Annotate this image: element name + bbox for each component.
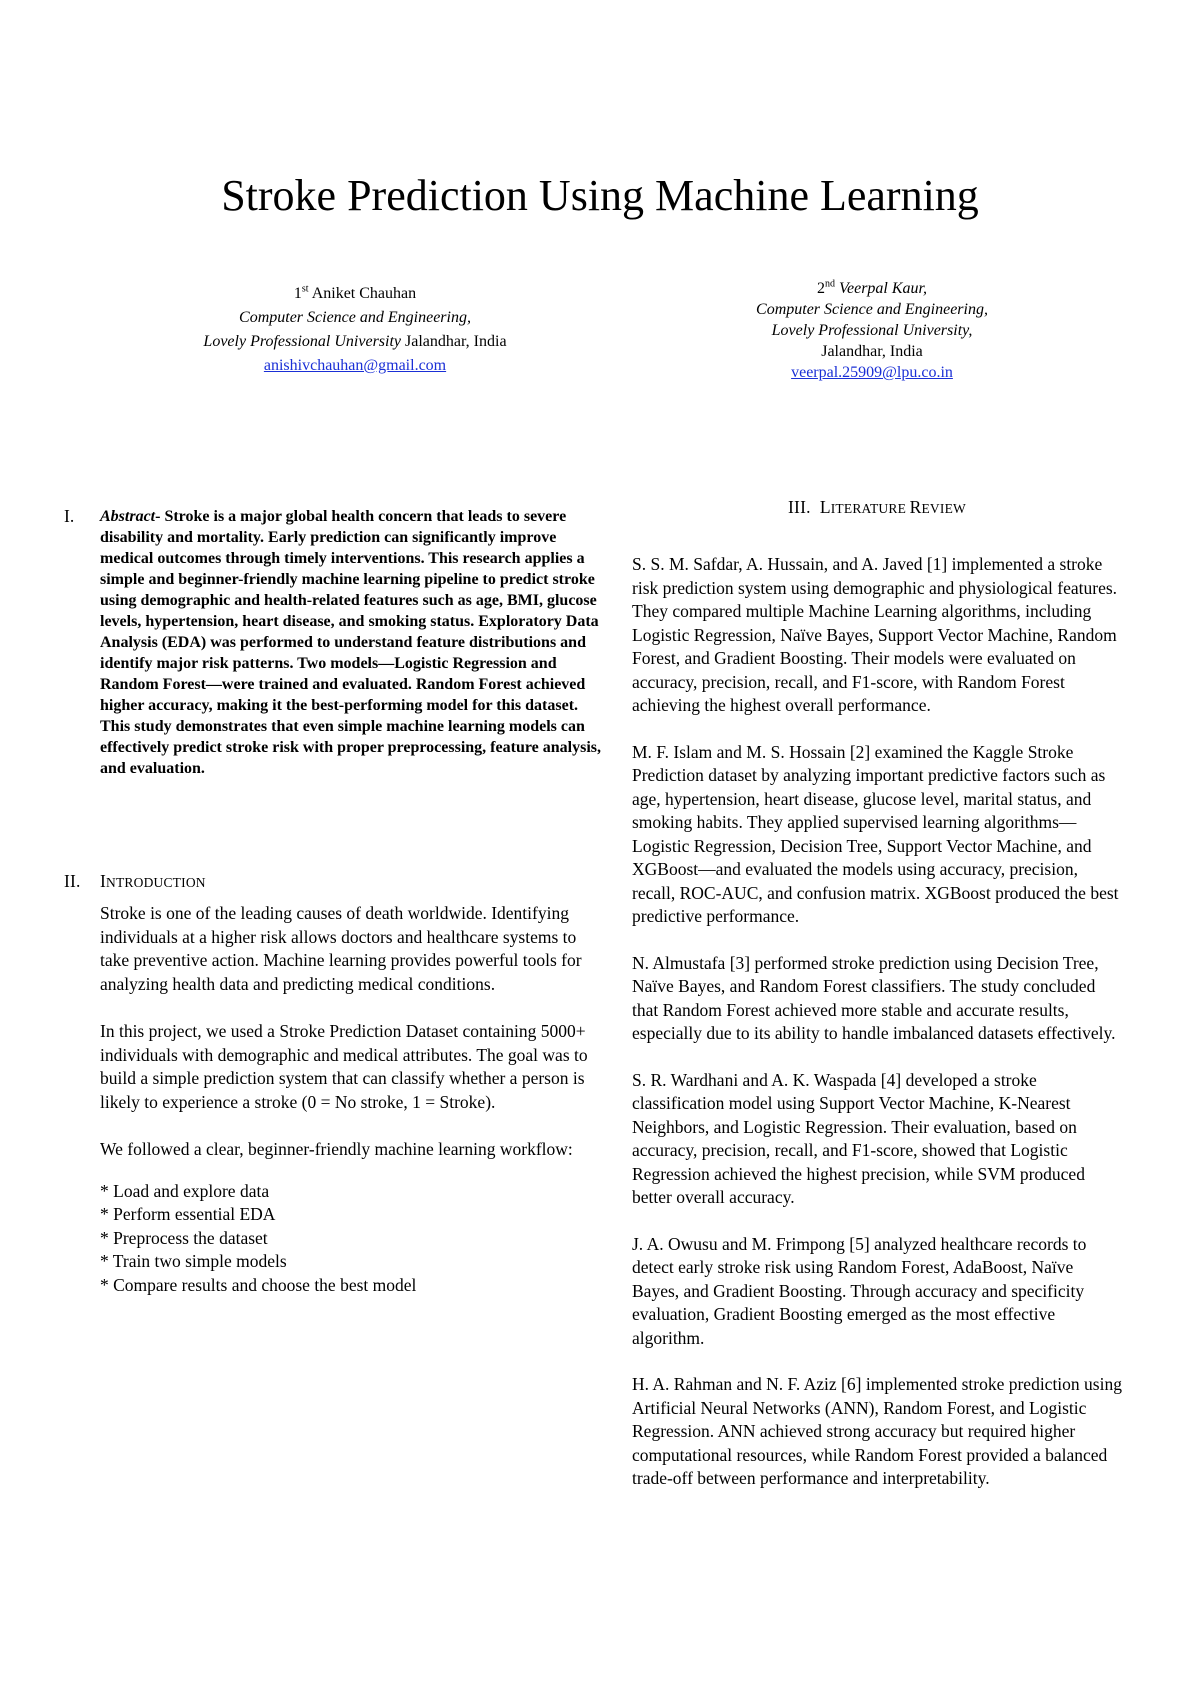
literature-paragraph: M. F. Islam and M. S. Hossain [2] examined the Kaggle Stroke Prediction dataset by analyzing important predictive factors such as age, hypertension, heart disease, glucose level, marital status, and smoking habits. They applied supervised learning algorithms—Logistic Regression, Decision Tree, Support Vector Machine, and XGBoost—and evaluated the models using accuracy, precision, recall, ROC-AUC, and confusion matrix. XGBoost produced the best predictive performance. (632, 741, 1119, 926)
author-ordinal-suffix: nd (825, 278, 835, 290)
workflow-step: * Compare results and choose the best model (100, 1274, 417, 1295)
workflow-step: * Preprocess the dataset (100, 1227, 268, 1248)
workflow-list (100, 1180, 600, 1298)
literature-review-heading (632, 496, 1122, 520)
heading-initial: I (100, 871, 107, 891)
abstract-body: - Stroke is a major global health concern that leads to severe disability and mortality. Early prediction can significantly improve medical outcomes through timely interventions. This research applies a simple and beginner-friendly machine learning pipeline to predict stroke using demographic and health-related features such as age, BMI, glucose levels, hypertension, heart disease, and smoking status. Exploratory Data Analysis (EDA) was performed to understand feature distributions and identify major risk patterns. Two models—Logistic Regression and Random Forest—were trained and evaluated. Random Forest achieved higher accuracy, making it the best-performing model for this dataset. This study demonstrates that even simple machine learning models can effectively predict stroke risk with proper preprocessing, feature analysis, and evaluation. (100, 508, 601, 777)
heading-smallcaps: ITERATURE (830, 501, 910, 516)
author-name-line (155, 282, 555, 306)
author-block-1 (155, 282, 555, 378)
workflow-step: * Load and explore data (100, 1180, 270, 1201)
workflow-step: * Perform essential EDA (100, 1204, 276, 1224)
literature-paragraph: H. A. Rahman and N. F. Aziz [6] implemented stroke prediction using Artificial Neural Networks (ANN), Random Forest, and Logistic Regression. ANN achieved strong accuracy but required higher computational resources, while Random Forest provided a balanced trade-off between performance and interpretability. (632, 1374, 1122, 1488)
literature-paragraph: J. A. Owusu and M. Frimpong [5] analyzed healthcare records to detect early stroke risk using Random Forest, AdaBoost, Naïve Bayes, and Gradient Boosting. Through accuracy and specificity evaluation, Gradient Boosting emerged as the most effective algorithm. (632, 1233, 1087, 1348)
author-institution: Lovely Professional University, (771, 322, 973, 339)
abstract-text (100, 506, 604, 779)
abstract-section (64, 506, 604, 779)
author-block-2 (672, 278, 1072, 383)
author-institution: Lovely Professional University (203, 333, 402, 350)
heading-initial: L (819, 497, 831, 517)
intro-paragraph: In this project, we used a Stroke Prediction Dataset containing 5000+ individuals with demographic and medical attributes. The goal was to build a simple prediction system that can classify whether a person is likely to experience a stroke (0 = No stroke, 1 = Stroke). (100, 1021, 588, 1112)
intro-paragraph: Stroke is one of the leading causes of death worldwide. Identifying individuals at a higher risk allows doctors and healthcare systems to take preventive action. Machine learning provides powerful tools for analyzing health data and predicting medical conditions. (100, 903, 582, 994)
paper-title: Stroke Prediction Using Machine Learning (221, 171, 979, 220)
author-name: Veerpal Kaur, (839, 280, 927, 297)
heading-initial: R (909, 497, 922, 517)
literature-paragraph: S. R. Wardhani and A. K. Waspada [4] developed a stroke classification model using Support Vector Machine, K-Nearest Neighbors, and Logistic Regression. Their evaluation, based on accuracy, precision, recall, and F1-score, showed that Logistic Regression achieved the highest precision, while SVM produced better overall accuracy. (632, 1069, 1085, 1207)
heading-smallcaps: EVIEW (921, 501, 966, 516)
section-title (100, 870, 604, 894)
author-name-line (672, 278, 1072, 299)
author-department: Computer Science and Engineering, (239, 309, 471, 326)
author-ordinal: 1 (293, 285, 302, 302)
author-ordinal-suffix: st (301, 283, 309, 295)
intro-paragraph: We followed a clear, beginner-friendly machine learning workflow: (100, 1139, 573, 1159)
literature-paragraph: N. Almustafa [3] performed stroke prediction using Decision Tree, Naïve Bayes, and Random Forest classifiers. The study concluded that Random Forest achieved more stable and accurate results, especially due to its ability to handle imbalanced datasets effectively. (632, 952, 1116, 1043)
abstract-label: Abstract (100, 508, 156, 525)
author-department: Computer Science and Engineering, (756, 301, 988, 318)
author-affiliation-line (155, 330, 555, 354)
author-location: Jalandhar, India (401, 333, 507, 350)
workflow-step: * Train two simple models (100, 1251, 287, 1271)
author-location: Jalandhar, India (821, 343, 923, 360)
introduction-body (100, 902, 600, 1297)
author-email-link[interactable]: anishivchauhan@gmail.com (263, 357, 447, 374)
author-email-link[interactable]: veerpal.25909@lpu.co.in (791, 364, 953, 381)
section-number: I. (64, 506, 75, 526)
section-number: II. (64, 871, 81, 891)
literature-paragraph: S. S. M. Safdar, A. Hussain, and A. Javed [1] implemented a stroke risk prediction system using demographic and physiological features. They compared multiple Machine Learning algorithms, including Logistic Regression, Naïve Bayes, Support Vector Machine, Random Forest, and Gradient Boosting. Their models were evaluated on accuracy, precision, recall, and F1-score, with Random Forest achieving the highest overall performance. (632, 554, 1118, 715)
section-number: III. (788, 497, 811, 517)
heading-smallcaps: NTRODUCTION (106, 875, 206, 890)
author-ordinal: 2 (817, 280, 825, 297)
author-name: Aniket Chauhan (311, 285, 417, 302)
literature-review-body (632, 553, 1122, 1514)
introduction-heading (64, 870, 604, 894)
